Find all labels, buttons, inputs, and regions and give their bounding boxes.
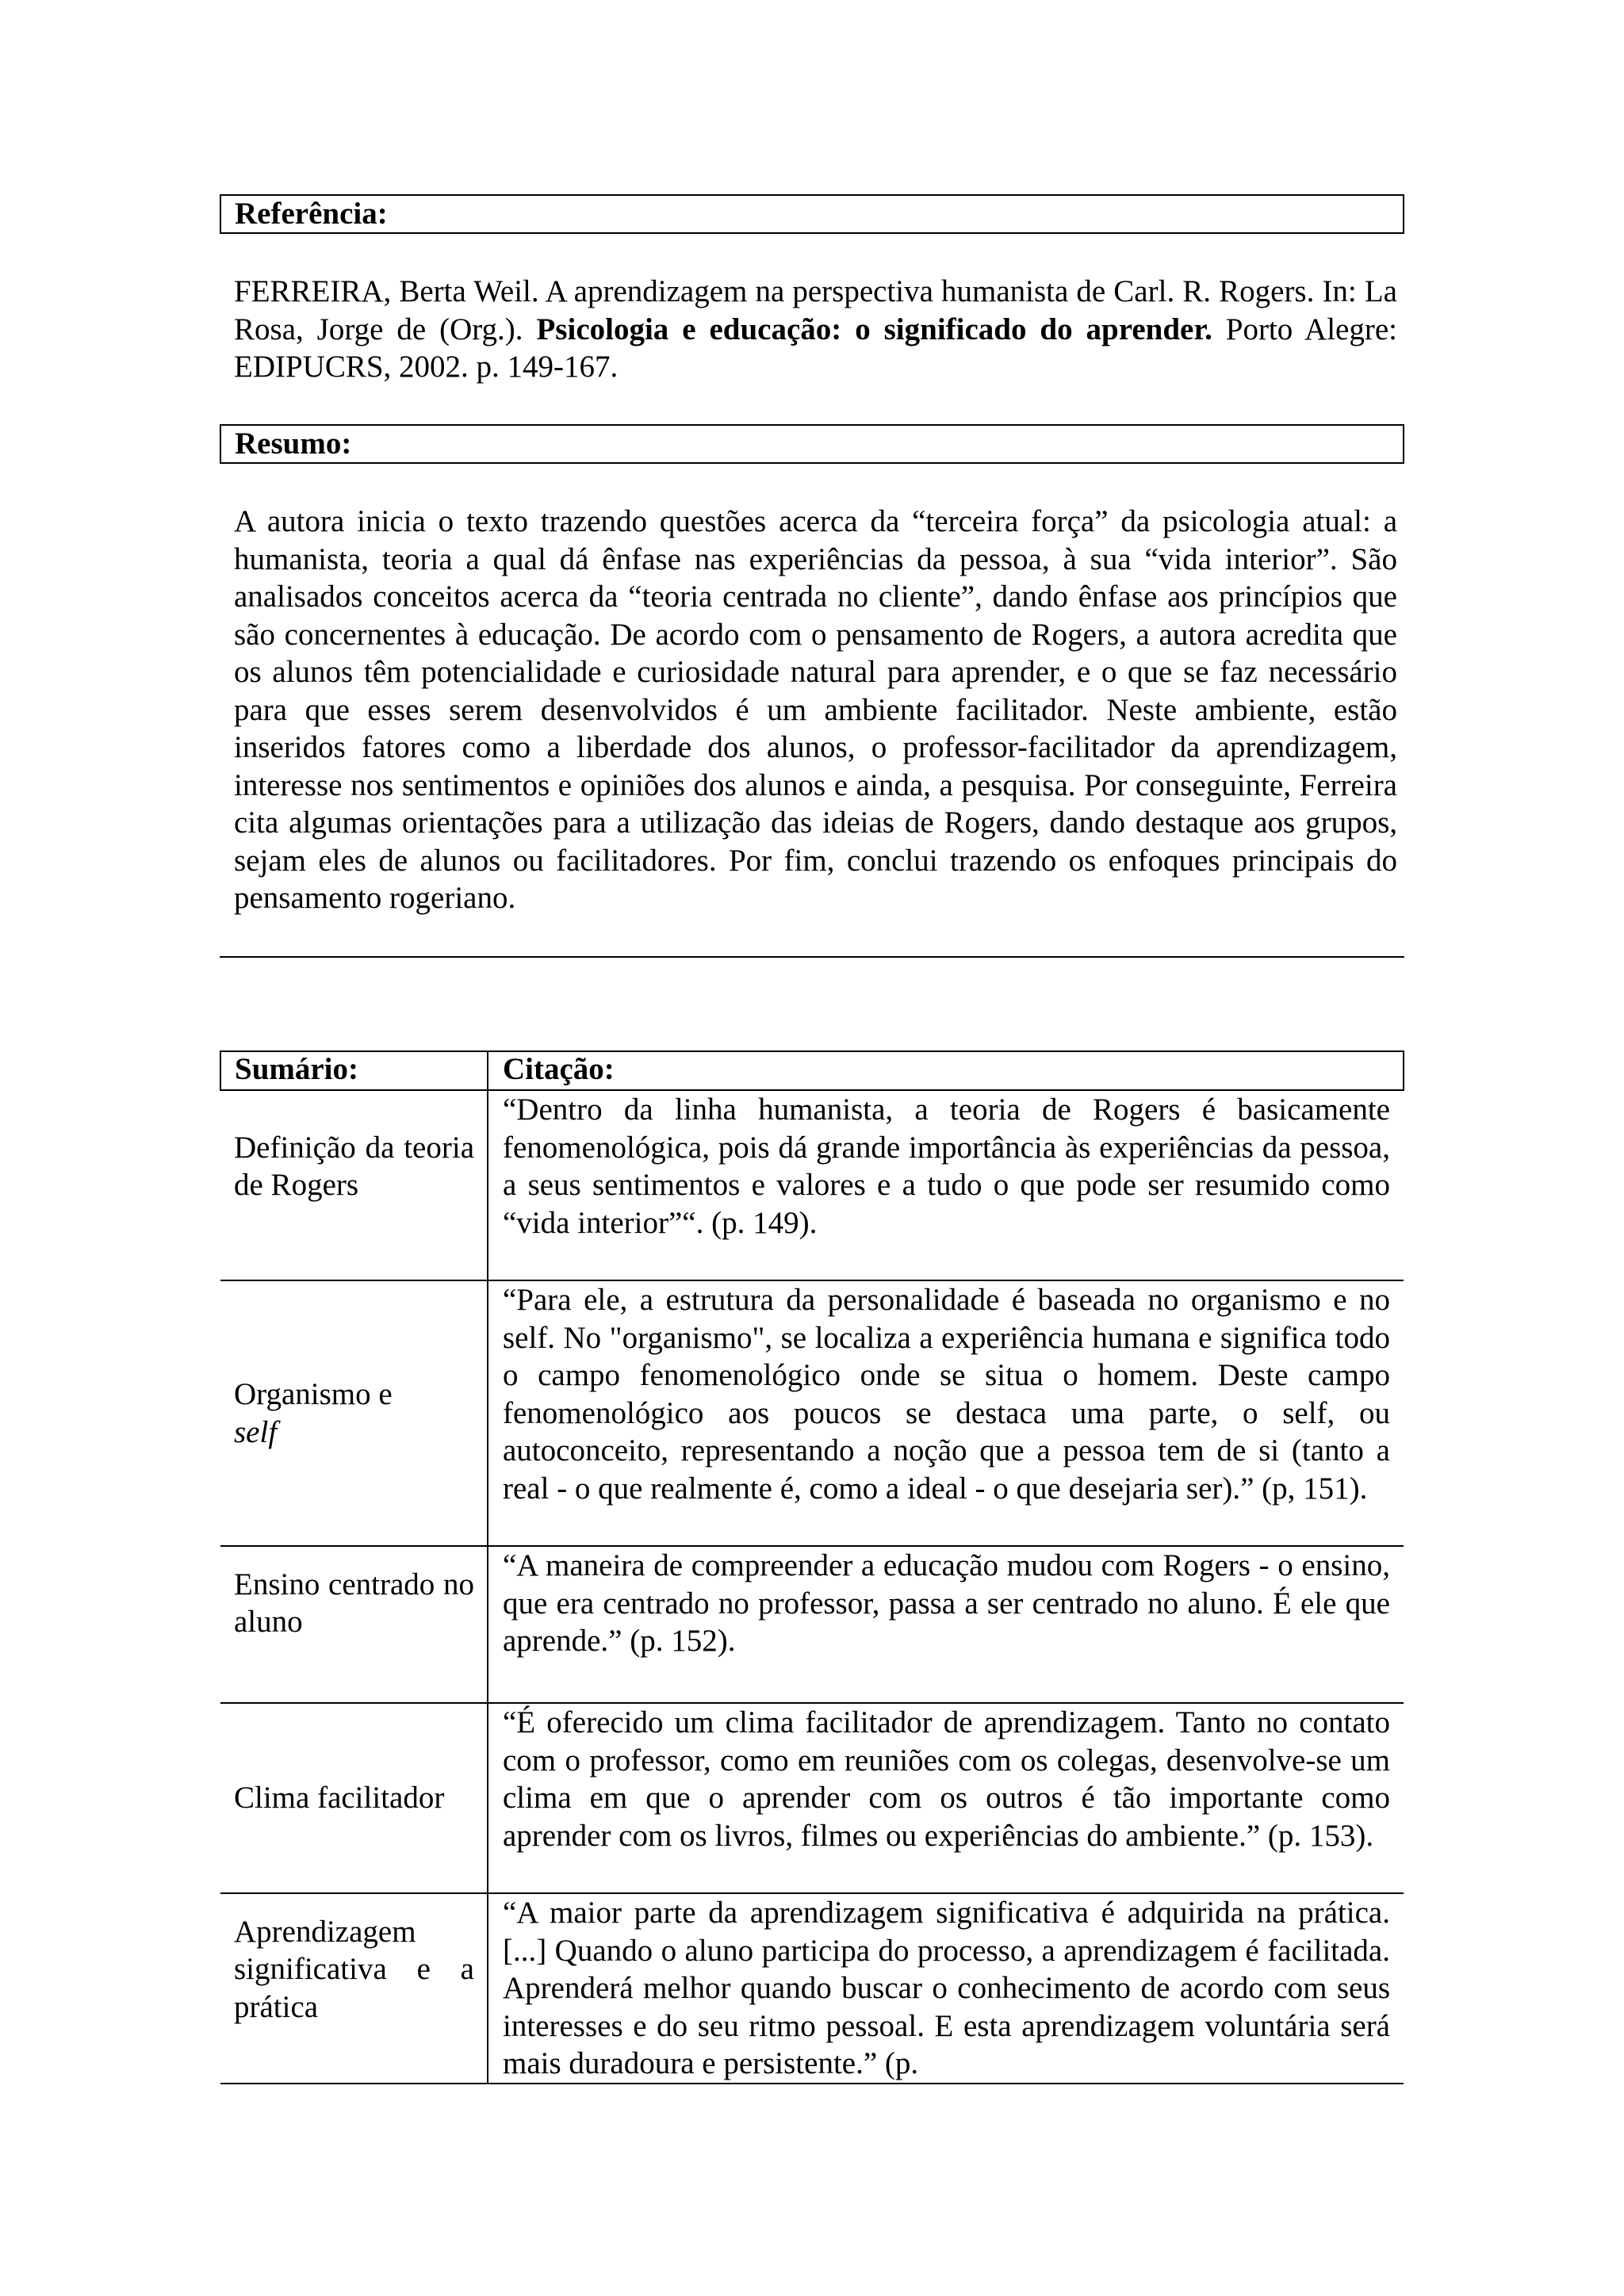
resumo-heading: Resumo: <box>220 424 1404 464</box>
referencia-book-title: Psicologia e educação: o significado do aprender. <box>536 312 1212 346</box>
citacao-cell <box>488 1546 1404 1703</box>
section-divider <box>220 956 1404 958</box>
summary-table <box>220 1050 1404 2084</box>
citacao-cell <box>488 1893 1404 2084</box>
sumario-cell <box>220 1280 488 1546</box>
resumo-text: A autora inicia o texto trazendo questões acerca da “terceira força” da psicologia atual: a humanista, teoria a qual dá ênfase nas experiências da pessoa, à sua “vida interior”. São analisados conceitos acerca da “teoria centrada no cliente”, dando ênfase aos princípios que são concernentes à educação. De acordo com o pensamento de Rogers, a autora acredita que os alunos têm potencialidade e curiosidade natural para aprender, e o que se faz necessário para que esses serem desenvolvidos é um ambiente facilitador. Neste ambiente, estão inseridos fatores como a liberdade dos alunos, o professor-facilitador da aprendizagem, interesse nos sentimentos e opiniões dos alunos e ainda, a pesquisa. Por conseguinte, Ferreira cita algumas orientações para a utilização das ideias de Rogers, dando destaque aos grupos, sejam eles de alunos ou facilitadores. Por fim, conclui trazendo os enfoques principais do pensamento rogeriano. <box>234 504 1397 915</box>
citacao-text: “É oferecido um clima facilitador de aprendizagem. Tanto no contato com o professor, como em reuniões com os colegas, desenvolve-se um clima em que o aprender com os outros é tão importante como aprender com os livros, filmes ou experiências do ambiente.” (p. 153). <box>503 1705 1390 1853</box>
citacao-cell <box>488 1280 1404 1546</box>
citacao-text: “Dentro da linha humanista, a teoria de Rogers é basicamente fenomenológica, pois dá grande importância às experiências da pessoa, a seus sentimentos e valores e a tudo o que pode ser resumido como “vida interior”“. (p. 149). <box>503 1093 1390 1240</box>
referencia-publisher: Porto Alegre: EDIPUCRS, 2002. p. 149-167. <box>234 312 1397 384</box>
table-row <box>220 1703 1404 1893</box>
table-row <box>220 1546 1404 1703</box>
citacao-cell <box>488 1090 1404 1280</box>
sumario-text: Organismo e self <box>234 1377 393 1449</box>
table-row <box>220 1280 1404 1546</box>
table-row <box>220 1090 1404 1280</box>
column-header-citacao: Citação: <box>488 1051 1404 1090</box>
sumario-cell <box>220 1546 488 1703</box>
referencia-heading: Referência: <box>220 194 1404 234</box>
sumario-text: Clima facilitador <box>234 1781 445 1816</box>
sumario-text: Definição da teoria de Rogers <box>234 1130 474 1202</box>
referencia-author: FERREIRA, Berta Weil. A aprendizagem na perspectiva humanista de Carl. R. Rogers. In: La Rosa, Jorge de (Org.). <box>234 274 1397 346</box>
citacao-text: “A maior parte da aprendizagem significativa é adquirida na prática. [...] Quando o aluno participa do processo, a aprendizagem é facilitada. Aprenderá melhor quando buscar o conhecimento de acordo com seus interesses e do seu ritmo pessoal. E esta aprendizagem voluntária será mais duradoura e persistente.” (p. <box>503 1896 1390 2080</box>
sumario-cell <box>220 1703 488 1893</box>
sumario-cell <box>220 1893 488 2084</box>
sumario-text: Ensino centrado no aluno <box>234 1567 474 1639</box>
citacao-text: “Para ele, a estrutura da personalidade é baseada no organismo e no self. No "organismo", se localiza a experiência humana e significa todo o campo fenomenológico onde se situa o homem. Deste campo fenomenológico aos poucos se destaca uma parte, o self, ou autoconceito, representando a noção que a pessoa tem de si (tanto a real - o que realmente é, como a ideal - o que desejaria ser).” (p, 151). <box>503 1283 1390 1506</box>
column-header-sumario: Sumário: <box>220 1051 488 1090</box>
citacao-text: “A maneira de compreender a educação mudou com Rogers - o ensino, que era centrado no professor, passa a ser centrado no aluno. É ele que aprende.” (p. 152). <box>503 1548 1390 1658</box>
citacao-cell <box>488 1703 1404 1893</box>
table-header-row <box>220 1051 1404 1090</box>
table-row <box>220 1893 1404 2084</box>
sumario-text: Aprendizagem significativa e a prática <box>234 1914 474 2024</box>
sumario-italic: self <box>234 1414 278 1449</box>
sumario-cell <box>220 1090 488 1280</box>
referencia-citation <box>234 273 1397 386</box>
